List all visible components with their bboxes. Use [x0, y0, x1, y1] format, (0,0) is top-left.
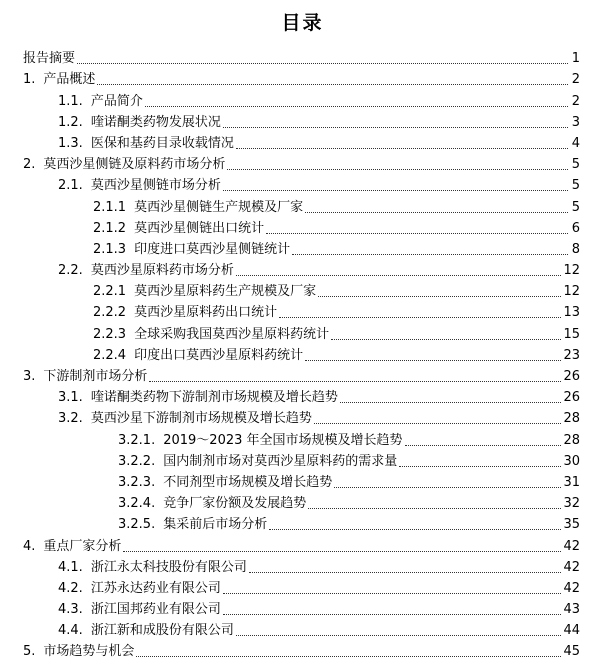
toc-entry-number: 3.2.1.: [118, 432, 156, 448]
toc-entry-title: 重点厂家分析: [43, 538, 122, 554]
toc-entry-number: 4.: [23, 538, 36, 554]
dot-leader: [227, 169, 568, 170]
dot-leader: [123, 551, 561, 552]
dot-leader: [236, 635, 562, 636]
toc-entry-number: 2.2.2: [93, 305, 127, 321]
toc-entry-title: 莫西沙星原料药出口统计: [134, 305, 278, 321]
toc-entry-number: 2.1.1: [93, 199, 127, 215]
toc-entry-title: 报告摘要: [23, 51, 76, 67]
toc-entry[interactable]: [0, 449, 605, 470]
dot-leader: [149, 381, 561, 382]
toc-entry-number: 2.2.4: [93, 347, 127, 363]
toc-entry-page-number: 8: [571, 241, 580, 257]
dot-leader: [223, 593, 562, 594]
toc-entry-label: [118, 475, 334, 491]
toc-entry-title: 印度出口莫西沙星原料药统计: [134, 347, 304, 363]
toc-entry[interactable]: [0, 618, 605, 639]
dot-leader: [236, 275, 562, 276]
toc-entry-page-number: 4: [571, 135, 580, 151]
toc-entry-label: [23, 51, 77, 67]
toc-entry-title: 印度进口莫西沙星侧链统计: [134, 241, 291, 257]
toc-entry-page-number: 23: [563, 347, 580, 363]
toc-entry-page-number: 2: [571, 72, 580, 88]
toc-entry[interactable]: [0, 194, 605, 215]
toc-entry[interactable]: [0, 427, 605, 448]
toc-entry[interactable]: [0, 385, 605, 406]
dot-leader: [314, 423, 562, 424]
toc-entry-title: 莫西沙星侧链市场分析: [90, 178, 221, 194]
toc-entry-number: 3.2.2.: [118, 453, 156, 469]
toc-entry-title: 市场趋势与机会: [43, 644, 135, 660]
dot-leader: [334, 487, 561, 488]
toc-entry-page-number: 5: [571, 199, 580, 215]
toc-entry-title: 莫西沙星原料药市场分析: [90, 263, 234, 279]
toc-entry-number: 2.: [23, 157, 36, 173]
toc-entry[interactable]: [0, 216, 605, 237]
toc-entry[interactable]: [0, 512, 605, 533]
toc-entry-label: [93, 242, 292, 258]
toc-entry-page-number: 5: [571, 157, 580, 173]
toc-entry-label: [58, 178, 223, 194]
toc-entry-page-number: 44: [563, 623, 580, 639]
toc-entry-number: 3.2.3.: [118, 474, 156, 490]
dot-leader: [223, 127, 568, 128]
toc-entry-label: [118, 454, 399, 470]
toc-entry-title: 产品概述: [43, 72, 96, 88]
toc-entry-page-number: 26: [563, 390, 580, 406]
table-of-contents: [0, 46, 605, 660]
toc-entry-label: [118, 517, 269, 533]
dot-leader: [318, 296, 561, 297]
toc-entry-page-number: 42: [563, 580, 580, 596]
toc-entry-page-number: 5: [571, 178, 580, 194]
toc-entry-label: [58, 602, 223, 618]
dot-leader: [305, 212, 568, 213]
dot-leader: [269, 529, 561, 530]
toc-entry-label: [58, 136, 236, 152]
dot-leader: [308, 508, 561, 509]
toc-entry-label: [23, 72, 97, 88]
toc-entry[interactable]: [0, 555, 605, 576]
toc-entry[interactable]: [0, 406, 605, 427]
toc-entry-label: [58, 390, 340, 406]
toc-entry-title: 江苏永达药业有限公司: [90, 580, 221, 596]
toc-entry-title: 不同剂型市场规模及增长趋势: [163, 474, 333, 490]
toc-entry[interactable]: [0, 88, 605, 109]
toc-entry-label: [93, 305, 279, 321]
toc-entry-page-number: 3: [571, 114, 580, 130]
toc-entry-page-number: 30: [563, 453, 580, 469]
dot-leader: [236, 148, 568, 149]
toc-entry-number: 1.2.: [58, 114, 83, 130]
toc-entry-title: 国内制剂市场对莫西沙星原料药的需求量: [163, 453, 398, 469]
dot-leader: [292, 254, 568, 255]
toc-entry-number: 1.1.: [58, 93, 83, 109]
toc-entry-page-number: 43: [563, 602, 580, 618]
toc-entry-number: 1.3.: [58, 135, 83, 151]
toc-entry-number: 2.1.: [58, 178, 83, 194]
dot-leader: [266, 233, 568, 234]
toc-entry-label: [58, 94, 145, 110]
toc-entry-label: [118, 496, 308, 512]
toc-entry-title: 医保和基药目录收载情况: [90, 135, 234, 151]
toc-entry-title: 莫西沙星侧链生产规模及厂家: [134, 199, 304, 215]
toc-entry-title: 2019～2023 年全国市场规模及增长趋势: [163, 432, 403, 448]
dot-leader: [331, 339, 561, 340]
toc-entry[interactable]: [0, 237, 605, 258]
toc-entry-page-number: 28: [563, 432, 580, 448]
toc-entry[interactable]: [0, 300, 605, 321]
toc-entry-label: [23, 539, 123, 555]
toc-entry-label: [93, 327, 331, 343]
toc-entry[interactable]: [0, 46, 605, 67]
toc-entry-title: 全球采购我国莫西沙星原料药统计: [134, 326, 330, 342]
toc-entry[interactable]: [0, 152, 605, 173]
toc-entry[interactable]: [0, 343, 605, 364]
toc-entry-title: 莫西沙星侧链及原料药市场分析: [43, 157, 226, 173]
toc-entry-page-number: 32: [563, 496, 580, 512]
toc-entry-title: 产品简介: [90, 93, 143, 109]
toc-entry[interactable]: [0, 279, 605, 300]
dot-leader: [223, 614, 562, 615]
toc-entry-title: 下游制剂市场分析: [43, 369, 148, 384]
dot-leader: [279, 317, 561, 318]
dot-leader: [97, 84, 568, 85]
toc-entry[interactable]: [0, 533, 605, 554]
toc-entry-page-number: 42: [563, 559, 580, 575]
toc-entry-number: 4.1.: [58, 559, 83, 575]
toc-entry[interactable]: [0, 67, 605, 88]
toc-entry-title: 莫西沙星侧链出口统计: [134, 220, 265, 236]
toc-entry-number: 3.2.5.: [118, 517, 156, 533]
toc-entry[interactable]: [0, 639, 605, 660]
toc-entry[interactable]: [0, 576, 605, 597]
toc-entry-title: 莫西沙星原料药生产规模及厂家: [134, 284, 317, 300]
toc-entry-number: 2.2.1: [93, 284, 127, 300]
toc-entry-number: 2.2.: [58, 263, 83, 279]
toc-entry-label: [58, 581, 223, 597]
toc-entry[interactable]: [0, 173, 605, 194]
toc-entry[interactable]: [0, 110, 605, 131]
dot-leader: [77, 63, 568, 64]
toc-entry-number: 4.2.: [58, 580, 83, 596]
toc-entry-title: 浙江新和成股份有限公司: [90, 623, 234, 639]
toc-entry-page-number: 26: [563, 369, 580, 384]
toc-entry-title: 浙江永太科技股份有限公司: [90, 559, 247, 575]
toc-entry-title: 浙江国邦药业有限公司: [90, 602, 221, 618]
toc-entry-label: [58, 560, 249, 576]
toc-entry-page-number: 12: [563, 263, 580, 279]
toc-entry-number: 3.1.: [58, 390, 83, 406]
toc-entry-label: [58, 263, 236, 279]
toc-entry[interactable]: [0, 597, 605, 618]
page-title: 目录: [281, 12, 324, 34]
toc-entry-label: [118, 433, 405, 449]
dot-leader: [223, 190, 568, 191]
toc-entry-label: [93, 221, 266, 237]
toc-entry[interactable]: [0, 364, 605, 385]
toc-entry-number: 3.: [23, 369, 36, 384]
toc-entry-label: [58, 115, 223, 131]
toc-entry-page-number: 2: [571, 93, 580, 109]
toc-entry-page-number: 13: [563, 305, 580, 321]
toc-entry-label: [23, 644, 136, 660]
toc-entry-label: [23, 369, 149, 385]
toc-entry-page-number: 28: [563, 411, 580, 427]
toc-entry-number: 2.1.2: [93, 220, 127, 236]
toc-entry-title: 集采前后市场分析: [163, 517, 268, 533]
toc-entry-page-number: 1: [571, 51, 580, 67]
toc-entry-label: [93, 284, 318, 300]
toc-entry-title: 喹诺酮类药物下游制剂市场规模及增长趋势: [90, 390, 338, 406]
dot-leader: [145, 106, 568, 107]
toc-entry[interactable]: [0, 470, 605, 491]
toc-entry[interactable]: [0, 491, 605, 512]
toc-entry-label: [58, 411, 314, 427]
toc-entry-label: [93, 200, 305, 216]
toc-entry-page-number: 15: [563, 326, 580, 342]
toc-entry-number: 1.: [23, 72, 36, 88]
toc-entry-number: 4.4.: [58, 623, 83, 639]
toc-entry-label: [23, 157, 227, 173]
toc-entry-number: 2.2.3: [93, 326, 127, 342]
toc-entry-number: 4.3.: [58, 602, 83, 618]
toc-entry-number: 3.2.: [58, 411, 83, 427]
toc-entry-title: 喹诺酮类药物发展状况: [90, 114, 221, 130]
toc-entry-title: 竞争厂家份额及发展趋势: [163, 496, 307, 512]
toc-entry-page-number: 45: [563, 644, 580, 660]
toc-entry-page-number: 42: [563, 538, 580, 554]
toc-entry-number: 5.: [23, 644, 36, 660]
dot-leader: [340, 402, 562, 403]
dot-leader: [249, 572, 562, 573]
toc-entry[interactable]: [0, 321, 605, 342]
dot-leader: [399, 466, 561, 467]
toc-entry-label: [93, 348, 305, 364]
toc-entry[interactable]: [0, 258, 605, 279]
toc-entry-page-number: 31: [563, 474, 580, 490]
dot-leader: [305, 360, 561, 361]
toc-entry-page-number: 6: [571, 220, 580, 236]
dot-leader: [136, 656, 561, 657]
dot-leader: [405, 445, 562, 446]
toc-entry-number: 2.1.3: [93, 241, 127, 257]
toc-entry-label: [58, 623, 236, 639]
toc-entry-number: 3.2.4.: [118, 496, 156, 512]
toc-entry-page-number: 12: [563, 284, 580, 300]
toc-entry-title: 莫西沙星下游制剂市场规模及增长趋势: [90, 411, 312, 427]
toc-entry[interactable]: [0, 131, 605, 152]
toc-entry-page-number: 35: [563, 517, 580, 533]
